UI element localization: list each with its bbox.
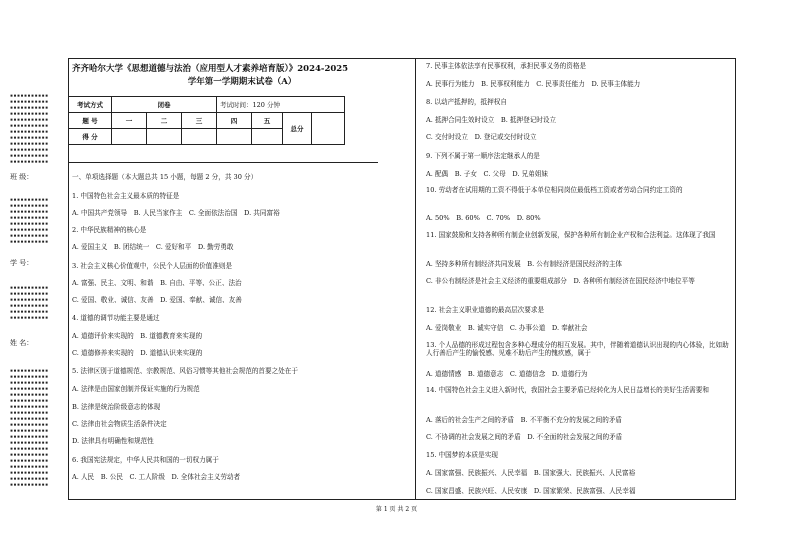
question-options: A. 人民 B. 公民 C. 工人阶级 D. 全体社会主义劳动者 bbox=[72, 473, 241, 481]
question-option: D. 法律具有明确性和规范性 bbox=[72, 437, 154, 445]
question-options: A. 落后的社会生产之间的矛盾 B. 不平衡不充分的发展之间的矛盾 bbox=[426, 416, 623, 424]
column-header: 三 bbox=[182, 113, 217, 129]
question-text: 5. 法律区别于道德规范、宗教规范、风俗习惯等其他社会规范的首要之处在于 bbox=[72, 367, 298, 375]
column-header: 二 bbox=[147, 113, 182, 129]
question-options: A. 道德情感 B. 道德意志 C. 道德信念 D. 道德行为 bbox=[426, 370, 588, 378]
dotted-line: ▪▪▪▪▪▪▪▪▪▪▪ ▪▪▪▪▪▪▪▪▪▪▪ ▪▪▪▪▪▪▪▪▪▪▪ ▪▪▪▪▪▪▪▪▪▪▪ ▪▪▪▪▪▪▪▪▪▪▪ ▪▪▪▪▪▪▪▪▪▪▪ ▪▪▪▪▪▪▪▪▪▪▪ ▪▪▪▪▪▪▪▪▪▪▪ bbox=[10, 197, 49, 245]
score-cell[interactable] bbox=[182, 129, 217, 145]
question-options: C. 国家昌盛、民族兴旺、人民安康 D. 国家繁荣、民族富强、人民幸福 bbox=[426, 487, 636, 495]
question-options: C. 不协调的社会发展之间的矛盾 D. 不全面的社会发展之间的矛盾 bbox=[426, 433, 623, 441]
column-header: 五 bbox=[252, 113, 283, 129]
question-text: 4. 道德的调节功能主要是通过 bbox=[72, 314, 160, 322]
question-number-label: 题 号 bbox=[69, 113, 112, 129]
name-label: 姓 名： bbox=[10, 339, 34, 347]
question-text: 2. 中华民族精神的核心是 bbox=[72, 226, 147, 234]
question-text: 13. 个人品德的形成过程包含多种心理成分的相互发展。其中，伴随着道德认识出现的内心体验，比如助人行善后产生的愉悦感、见难不助后产生的愧疚感，属于 bbox=[426, 341, 729, 357]
score-cell[interactable] bbox=[147, 129, 182, 145]
total-score-cell[interactable] bbox=[312, 113, 345, 145]
question-options: C. 爱国、敬业、诚信、友善 D. 爱国、奉献、诚信、友善 bbox=[72, 296, 242, 304]
question-option: A. 法律是由国家创制并保证实施的行为规范 bbox=[72, 385, 200, 393]
question-options: C. 非公有制经济是社会主义经济的重要组成部分 D. 各种所有制经济在国民经济中地位平等 bbox=[426, 277, 695, 285]
total-score-label: 总分 bbox=[283, 113, 312, 145]
question-options: A. 配偶 B. 子女 C. 父母 D. 兄弟姐妹 bbox=[426, 170, 548, 178]
dotted-line: ▪▪▪▪▪▪▪▪▪▪▪ ▪▪▪▪▪▪▪▪▪▪▪ ▪▪▪▪▪▪▪▪▪▪▪ ▪▪▪▪▪▪▪▪▪▪▪ ▪▪▪▪▪▪▪▪▪▪▪ ▪▪▪▪▪▪▪▪▪▪▪ ▪▪▪▪▪▪▪▪▪▪▪ ▪▪▪▪▪▪▪▪▪▪▪ ▪▪▪▪▪▪▪▪▪▪▪ ▪▪▪▪▪▪▪▪▪▪▪ ▪▪▪▪▪▪▪▪▪▪▪ ▪▪▪▪▪▪▪▪▪▪▪ ▪▪▪▪▪▪▪▪▪▪▪ ▪▪▪▪▪▪▪▪▪▪▪ ▪▪▪▪▪▪▪▪▪▪▪ ▪▪▪▪▪▪▪▪▪▪▪ ▪▪▪▪▪▪▪▪▪▪▪ ▪▪▪▪▪▪▪▪▪▪▪ ▪▪▪▪▪▪▪▪▪▪▪ ▪▪▪▪▪▪▪▪▪▪▪ bbox=[10, 368, 49, 488]
question-options: A. 爱岗敬业 B. 诚实守信 C. 办事公道 D. 奉献社会 bbox=[426, 324, 588, 332]
score-cell[interactable] bbox=[252, 129, 283, 145]
title-line-2: 学年第一学期期末试卷（A） bbox=[187, 77, 297, 87]
question-option: C. 法律由社会物质生活条件决定 bbox=[72, 420, 167, 428]
exam-mode-label: 考试方式 bbox=[69, 97, 112, 113]
column-header: 四 bbox=[217, 113, 252, 129]
exam-time: 考试时间：120 分钟 bbox=[217, 97, 345, 113]
question-text: 12. 社会主义职业道德的最高层次要求是 bbox=[426, 306, 545, 314]
dotted-line: ▪▪▪▪▪▪▪▪▪▪▪ ▪▪▪▪▪▪▪▪▪▪▪ ▪▪▪▪▪▪▪▪▪▪▪ ▪▪▪▪▪▪▪▪▪▪▪ ▪▪▪▪▪▪▪▪▪▪▪ ▪▪▪▪▪▪▪▪▪▪▪ ▪▪▪▪▪▪▪▪▪▪▪ ▪▪▪▪▪▪▪▪▪▪▪ ▪▪▪▪▪▪▪▪▪▪▪ ▪▪▪▪▪▪▪▪▪▪▪ ▪▪▪▪▪▪▪▪▪▪▪ ▪▪▪▪▪▪▪▪▪▪▪ bbox=[10, 93, 49, 165]
score-row-label: 得 分 bbox=[69, 129, 112, 145]
question-options: A. 民事行为能力 B. 民事权利能力 C. 民事责任能力 D. 民事主体能力 bbox=[426, 80, 641, 88]
score-table bbox=[68, 96, 345, 145]
question-text: 1. 中国特色社会主义最本质的特征是 bbox=[72, 192, 180, 200]
question-text: 10. 劳动者在试用期的工资不得低于本单位相同岗位最低档工资或者劳动合同约定工资的 bbox=[426, 186, 683, 194]
page-number: 第 1 页 共 2 页 bbox=[375, 506, 418, 513]
question-options: C. 道德修养来实现的 D. 道德认识来实现的 bbox=[72, 349, 203, 357]
score-cell[interactable] bbox=[217, 129, 252, 145]
question-options: A. 中国共产党领导 B. 人民当家作主 C. 全面依法治国 D. 共同富裕 bbox=[72, 209, 280, 217]
column-divider bbox=[415, 58, 416, 500]
question-option: B. 法律是统治阶级意志的体现 bbox=[72, 403, 161, 411]
student-id-label: 学 号： bbox=[10, 259, 34, 267]
question-options: A. 国家富强、民族振兴、人民幸福 B. 国家强大、民族振兴、人民富裕 bbox=[426, 469, 636, 477]
title-line-1: 齐齐哈尔大学《思想道德与法治（应用型人才素养培育版）》2024-2025 bbox=[72, 64, 349, 74]
question-text: 15. 中国梦的本质是实现 bbox=[426, 451, 498, 459]
class-label: 班 级： bbox=[10, 173, 34, 181]
question-options: A. 爱国主义 B. 团结统一 C. 爱好和平 D. 勤劳勇敢 bbox=[72, 243, 234, 251]
question-options: C. 交付时设立 D. 登记或交付时设立 bbox=[426, 133, 537, 141]
question-text: 8. 以动产抵押的，抵押权自 bbox=[426, 98, 507, 106]
question-options: A. 富强、民主、文明、和谐 B. 自由、平等、公正、法治 bbox=[72, 279, 242, 287]
question-options: A. 抵押合同生效时设立 B. 抵押登记时设立 bbox=[426, 116, 557, 124]
question-options: A. 50% B. 60% C. 70% D. 80% bbox=[426, 214, 541, 222]
score-cell[interactable] bbox=[112, 129, 147, 145]
question-text: 3. 社会主义核心价值观中，公民个人层面的价值准则是 bbox=[72, 262, 233, 270]
question-options: A. 坚持多种所有制经济共同发展 B. 公有制经济是国民经济的主体 bbox=[426, 260, 623, 268]
question-text: 7. 民事主体依法享有民事权利，承担民事义务的资格是 bbox=[426, 62, 587, 70]
section-heading: 一、单项选择题（本大题总共 15 小题，每题 2 分，共 30 分） bbox=[72, 173, 258, 181]
section-separator bbox=[68, 162, 378, 163]
question-text: 14. 中国特色社会主义进入新时代，我国社会主要矛盾已经转化为人民日益增长的美好生活需要和 bbox=[426, 386, 709, 394]
column-header: 一 bbox=[112, 113, 147, 129]
question-text: 9. 下列不属于第一顺序法定继承人的是 bbox=[426, 152, 540, 160]
exam-mode-value: 闭卷 bbox=[112, 97, 217, 113]
question-text: 11. 国家鼓励和支持各种所有制企业创新发展，保护各种所有制企业产权和合法利益。这体现了我国 bbox=[426, 231, 716, 239]
dotted-line: ▪▪▪▪▪▪▪▪▪▪▪ ▪▪▪▪▪▪▪▪▪▪▪ ▪▪▪▪▪▪▪▪▪▪▪ ▪▪▪▪▪▪▪▪▪▪▪ ▪▪▪▪▪▪▪▪▪▪▪ ▪▪▪▪▪▪▪▪▪▪▪ bbox=[10, 285, 49, 321]
question-text: 6. 我国宪法规定，中华人民共和国的一切权力属于 bbox=[72, 456, 219, 464]
question-options: A. 道德评价来实现的 B. 道德教育来实现的 bbox=[72, 332, 203, 340]
exam-title bbox=[72, 63, 412, 89]
